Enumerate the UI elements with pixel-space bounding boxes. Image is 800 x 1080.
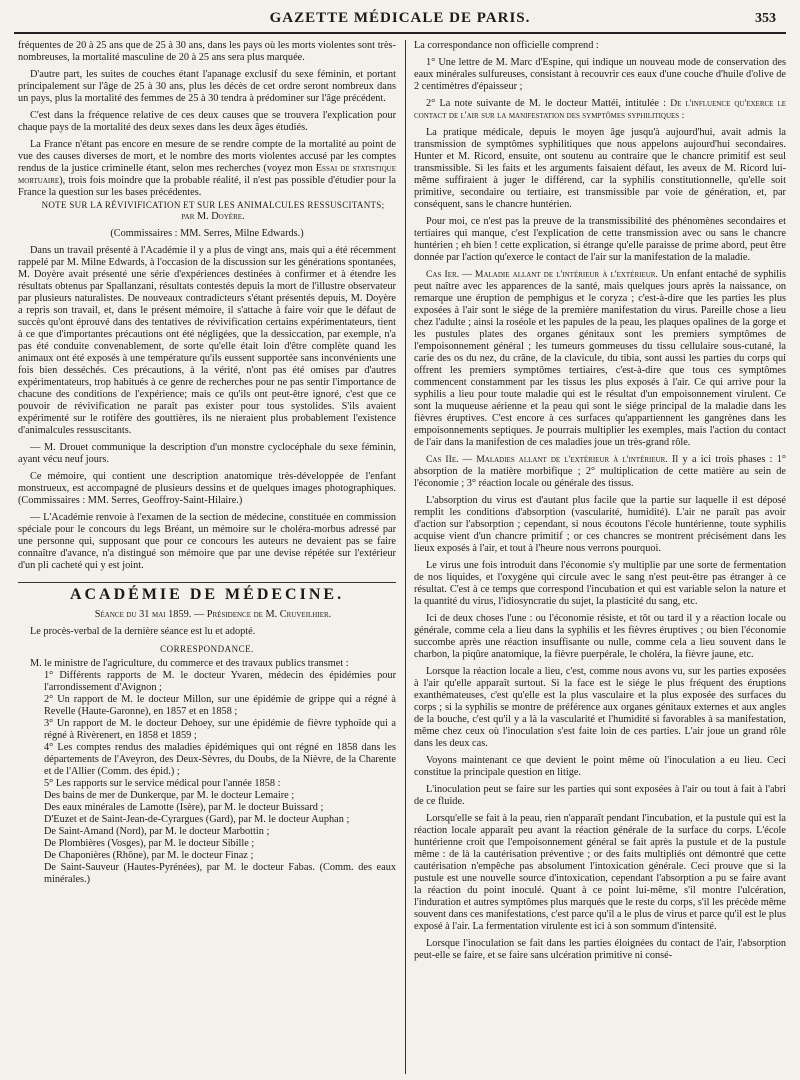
paragraph: fréquentes de 20 à 25 ans que de 25 à 30 ans, dans les pays où les morts violentes sont très-nombreuses, la mortalité masculine de 20 à 25 ans sera plus marquée.: [18, 40, 396, 63]
list-item: De Saint-Sauveur (Hautes-Pyrénées), par M. le docteur Fabas. (Comm. des eaux minérales.): [44, 862, 396, 885]
paragraph: La correspondance non officielle comprend :: [414, 40, 599, 51]
list-item: 3° Un rapport de M. le docteur Dehoey, sur une épidémie de fièvre typhoïde qui a régné à Rivèrenert, en 1858 et 1859 ;: [44, 718, 396, 741]
list-item: De Plombières (Vosges), par M. le docteur Sibille ;: [44, 838, 255, 849]
paragraph: Pour moi, ce n'est pas la preuve de la transmissibilité des phénomènes secondaires et tertiaires qui manque, c'est l'explication de cette transmission avec ou sans le chancre huntérien ; eh bien ! cette explication, si étrange qu'elle paraisse de prime abord, peut être donnée par l'action qu'exerce le contact de l'air sur la manifestation de la maladie.: [414, 216, 786, 263]
note-commission: (Commissaires : MM. Serres, Milne Edwards.): [110, 228, 304, 239]
paragraph: Ce mémoire, qui contient une description anatomique très-développée de l'enfant monstrueux, est accompagné de plusieurs dessins et de quelques images photographiques. (Commissaires : MM. Serres, Geoffroy-Saint-Hilaire.): [18, 471, 396, 506]
journal-title: GAZETTE MÉDICALE DE PARIS.: [269, 10, 531, 26]
paragraph: Lorsque l'inoculation se fait dans les parties éloignées du contact de l'air, l'absorption peut-elle se faire, et se faire sans ulcération primitive ni consé-: [414, 938, 786, 961]
paragraph: Le procès-verbal de la dernière séance est lu et adopté.: [30, 626, 256, 637]
paragraph: Lorsqu'elle se fait à la peau, rien n'apparaît pendant l'incubation, et la pustule qui est la réaction locale apparaît peu avant la réaction générale de la surface du corps. L'école huntérienne croit que l'empoisonnement général se fait après la pustule et de la pustule même : de là la cautérisation préventive ; or des faits multipliés ont démontré que cette cautérisation n'empêche pas absolument l'intoxication générale. Ceci prouve que si la pustule est une nouvelle source d'intoxication, cependant l'absorption a pu se faire avant la réaction du point inoculé. Quant à ce point lui-même, s'il montre l'ulcération, l'induration et autres symptômes plus marqués que le reste du corps, s'il les précède même souvent dans ces manifestations, c'est parce qu'il a le plus de virus et parce qu'il est le plus exposé à l'air. La fermentation virulente est ici à son sommum d'intensité.: [414, 813, 786, 932]
list-item: Des bains de mer de Dunkerque, par M. le docteur Lemaire ;: [44, 790, 295, 801]
paragraph-text: Il y a ici trois phases : 1° absorption de la matière morbifique ; 2° multiplication de cette matière au sein de l'économie ; 3° réaction locale ou générale des tissus.: [414, 454, 786, 489]
paragraph: [414, 269, 786, 449]
paragraph: Voyons maintenant ce que devient le point même où l'inoculation a eu lieu. Ceci constitue la principale question en litige.: [414, 755, 786, 778]
case-heading: Cas IIe. — Maladies allant de l'extérieur à l'intérieur.: [426, 454, 668, 465]
paragraph-text: 2° La note suivante de M. le docteur Mattéi, intitulée :: [426, 98, 671, 109]
paragraph: C'est dans la fréquence relative de ces deux causes que se trouvera l'explication pour chaque pays de la mortalité des deux sexes dans les deux âges étudiés.: [18, 110, 396, 133]
list-item: 2° Un rapport de M. le docteur Millon, sur une épidémie de grippe qui a régné à Revelle (Haute-Garonne), en 1857 et en 1858 ;: [44, 694, 396, 717]
list-item: 4° Les comptes rendus des maladies épidémiques qui ont régné en 1858 dans les départements de l'Aveyron, des Deux-Sèvres, du Doubs, de la Nièvre, de la Charente et de l'Allier (Comm. des épid.) ;: [44, 742, 396, 777]
paragraph: Lorsque la réaction locale a lieu, c'est, comme nous avons vu, sur les parties exposées à l'air qu'elle apparaît surtout. Si la face est le siége le plus fréquent des éruptions exanthémateuses, c'est qu'elle est la plus vasculaire et la plus exposée des surfaces du corps ; si la syphilis se montre de préférence aux organes génitaux externes et aux angles de la bouche, c'est qu'il y a là la vascularité et l'humidité si favorables à sa manifestation, même chez ceux où l'inoculation s'est faite loin de ces parties. L'air joue un grand rôle dans les deux cas.: [414, 666, 786, 749]
list-item: De Saint-Amand (Nord), par M. le docteur Marbottin ;: [44, 826, 270, 837]
section-title: ACADÉMIE DE MÉDECINE.: [69, 586, 345, 603]
paragraph: [18, 139, 396, 199]
right-column: [414, 40, 786, 1076]
paragraph: [414, 454, 786, 490]
session-line: Séance du 31 mai 1859. — Présidence de M. Cruveilhier.: [94, 609, 332, 620]
paragraph: L'inoculation peut se faire sur les parties qui sont exposées à l'air ou tout à fait à l'abri de ce fluide.: [414, 784, 786, 807]
report-list: [18, 670, 396, 790]
note-heading: De l'influence qu'exerce le contact de l'air sur la manifestation des symptômes syphilitiques :: [414, 98, 786, 121]
book-reference: Essai de statistique mortuaire: [18, 163, 396, 186]
paragraph: Dans un travail présenté à l'Académie il y a plus de vingt ans, mais qui a été récemment rappelé par M. Milne Edwards, à l'occasion de la discussion sur les générations spontanées, M. Doyère avait présenté une série d'expériences destinées à confirmer et à étendre les résultats obtenus par Spallanzani, résultats contestés depuis la mort de l'illustre observateur par plusieurs naturalistes. De nouveaux contradicteurs s'étant présentés depuis, M. Doyère a repris son travail, et, dans le présent mémoire, il s'attache à faire voir que le défaut de succès qu'ont éprouvé dans des tentatives de révivification certains expérimentateurs, tient à ce que d'importantes précautions ont été négligées, que la dessiccation, par exemple, n'a pas été conduite convenablement, de sorte qu'elle était loin d'être complète quand les animaux ont été exposés à une température qu'ils eussent supportée sans inconvénients une fois bien desséchés. Ces précautions, à la vérité, n'ont pas été omises par d'autres expérimentateurs, trop habitués à ce genre de recherches pour ne pas sentir l'importance de chacune des conditions de l'expérience; mais ce qu'ils ont peut-être ignoré, c'est que ce pouvoir de révivification ne paraît pas exister pour tous systolides. S'ils avaient expérimenté sur le rotifère des gouttières, ils ne nieraient plus probablement l'existence d'animalcules ressuscitants.: [18, 245, 396, 436]
list-item: 5° Les rapports sur le service médical pour l'année 1858 :: [44, 778, 281, 789]
paragraph: [414, 98, 786, 122]
case-heading: Cas Ier. — Maladie allant de l'intérieur à l'extérieur.: [426, 269, 658, 280]
list-item: 1° Différents rapports de M. le docteur Yvaren, médecin des épidémies pour l'arrondissement d'Avignon ;: [44, 670, 396, 693]
list-item: Des eaux minérales de Lamotte (Isère), par M. le docteur Buissard ;: [44, 802, 324, 813]
correspondence-title: CORRESPONDANCE.: [160, 644, 254, 654]
section-rule: [18, 582, 396, 583]
paragraph: — L'Académie renvoie à l'examen de la section de médecine, constituée en commission spéciale pour le concours du legs Bréant, un mémoire sur le choléra-morbus adressé par une personne qui, supposant que pour ce concours les auteurs ne devaient pas se faire connaître d'avance, n'a distingué son mémoire que par une devise répétée sur l'extérieur d'un pli cacheté qui y est joint.: [18, 512, 396, 571]
note-title: NOTE SUR LA RÉVIVIFICATION ET SUR LES ANIMALCULES RESSUSCITANTS;: [41, 200, 385, 210]
left-column: [18, 40, 396, 1076]
paragraph: — M. Drouet communique la description d'un monstre cyclocéphale du sexe féminin, ayant vécu neuf jours.: [18, 442, 396, 465]
paragraph: La pratique médicale, depuis le moyen âge jusqu'à aujourd'hui, avait admis la transmission de symptômes syphilitiques que nous appelons aujourd'hui secondaires. Hunter et M. Ricord, ensuite, ont soutenu au contraire que le chancre primitif est seul transmissible. Si les faits et les arguments faisaient défaut, les aveux de M. Ricord lui-même suffiraient à juger le différend, car la syphilis constitutionnelle, qu'elle soit primitive, secondaire ou tertiaire, est transmissible par voie de génération, et, par conséquent, sans le chancre huntérien.: [414, 127, 786, 210]
paragraph: L'absorption du virus est d'autant plus facile que la partie sur laquelle il est déposé remplit les conditions d'absorption (vascularité, humidité). L'air ne paraît pas avoir d'action sur l'absorption ; cependant, si nous écoutons l'école huntérienne, toute syphilis acquise vient d'un chancre primitif ; or ces chancres se montrent précisément dans les lieux exposés à l'air, et tout à l'heure nous verrons pourquoi.: [414, 495, 786, 554]
page-number: 353: [755, 11, 776, 26]
list-item: De Chaponières (Rhône), par M. le docteur Finaz ;: [44, 850, 254, 861]
paragraph: D'autre part, les suites de couches étant l'apanage exclusif du sexe féminin, et portant principalement sur l'âge de 25 à 30 ans, plus les décès de cet ordre seront nombreux dans un pays, plus la mortalité des femmes de 25 à 30 tendra à prédominer sur l'âge précédent.: [18, 69, 396, 104]
header-rule: [14, 32, 786, 34]
note-author: par M. Doyère.: [181, 211, 245, 222]
paragraph-text: ), trois fois moindre que la probable réalité, il n'est pas possible d'étudier pour la France la question sur les bases précédentes.: [18, 175, 396, 198]
list-item: D'Euzet et de Saint-Jean-de-Cyrargues (Gard), par M. le docteur Auphan ;: [44, 814, 350, 825]
station-list: [18, 790, 396, 886]
paragraph-text: La France n'étant pas encore en mesure de se rendre compte de la mortalité au point de vue des causes diverses de mort, et le nombre des morts violentes accusé par les comptes rendus de la justice criminelle étant, selon mes recherches (voyez mon: [18, 139, 396, 174]
paragraph: Le virus une fois introduit dans l'économie s'y multiplie par une sorte de fermentation de nos liquides, et l'oxygène qui circule avec le sang n'est peut-être pas étranger à ce résultat. C'est à ce temps que correspond l'incubation et qui est variable selon la nature et la quantité du virus, l'idiosyncratie du sujet, la plasticité du sang, etc.: [414, 560, 786, 607]
paragraph: M. le ministre de l'agriculture, du commerce et des travaux publics transmet :: [30, 658, 349, 669]
page-header: [0, 0, 800, 32]
paragraph: 1° Une lettre de M. Marc d'Espine, qui indique un nouveau mode de conservation des eaux minérales sulfureuses, consistant à recouvrir ces eaux d'une couche d'huile d'olive de 2 centimètres d'épaisseur ;: [414, 57, 786, 92]
column-separator: [405, 40, 406, 1074]
paragraph: Ici de deux choses l'une : ou l'économie résiste, et tôt ou tard il y a réaction locale ou générale, comme cela a lieu dans la syphilis et les fièvres éruptives ; ou bien l'économie succombe après une réaction insuffisante ou nulle, comme cela a lieu souvent dans le charbon, la piqûre anatomique, la fièvre puerpérale, le choléra, la fièvre jaune, etc.: [414, 613, 786, 660]
paragraph-text: Un enfant entaché de syphilis peut naître avec les apparences de la santé, mais quelques jours après la naissance, on remarque une éruption de pemphigus et le coryza ; c'est-à-dire que les parties les plus exposées à l'air sont le siége de la première manifestation du virus. Pareille chose a lieu chez l'adulte ; ainsi la roséole et les papules de la peau, les plaques opalines de la gorge et les pustules plates des organes génitaux sont les premiers symptômes de l'empoisonnement général ; les tumeurs gommeuses du tissu cellulaire sous-cutané, la carie des os du nez, du crâne, de la clavicule, du tibia, sont aussi les parties du corps qui offrent les premiers symptômes tertiaires, c'est-à-dire que tous ces symptômes commencent constamment par les tissus les plus exposés à l'air. Ce qui arrive pour la syphilis a lieu pour toute maladie qui est le résultat d'un empoisonnement virulent. Ce sont la muqueuse aérienne et la peau qui sont le siége principal de la maladie dans les fièvres éruptives. C'est encore à ces surfaces qu'appartiennent les gangrènes dans les empoisonnements septiques. Je pourrais multiplier les exemples, mais l'action du contact de l'air dans la manifestion de ces maladies joue un très-grand rôle.: [414, 269, 786, 448]
